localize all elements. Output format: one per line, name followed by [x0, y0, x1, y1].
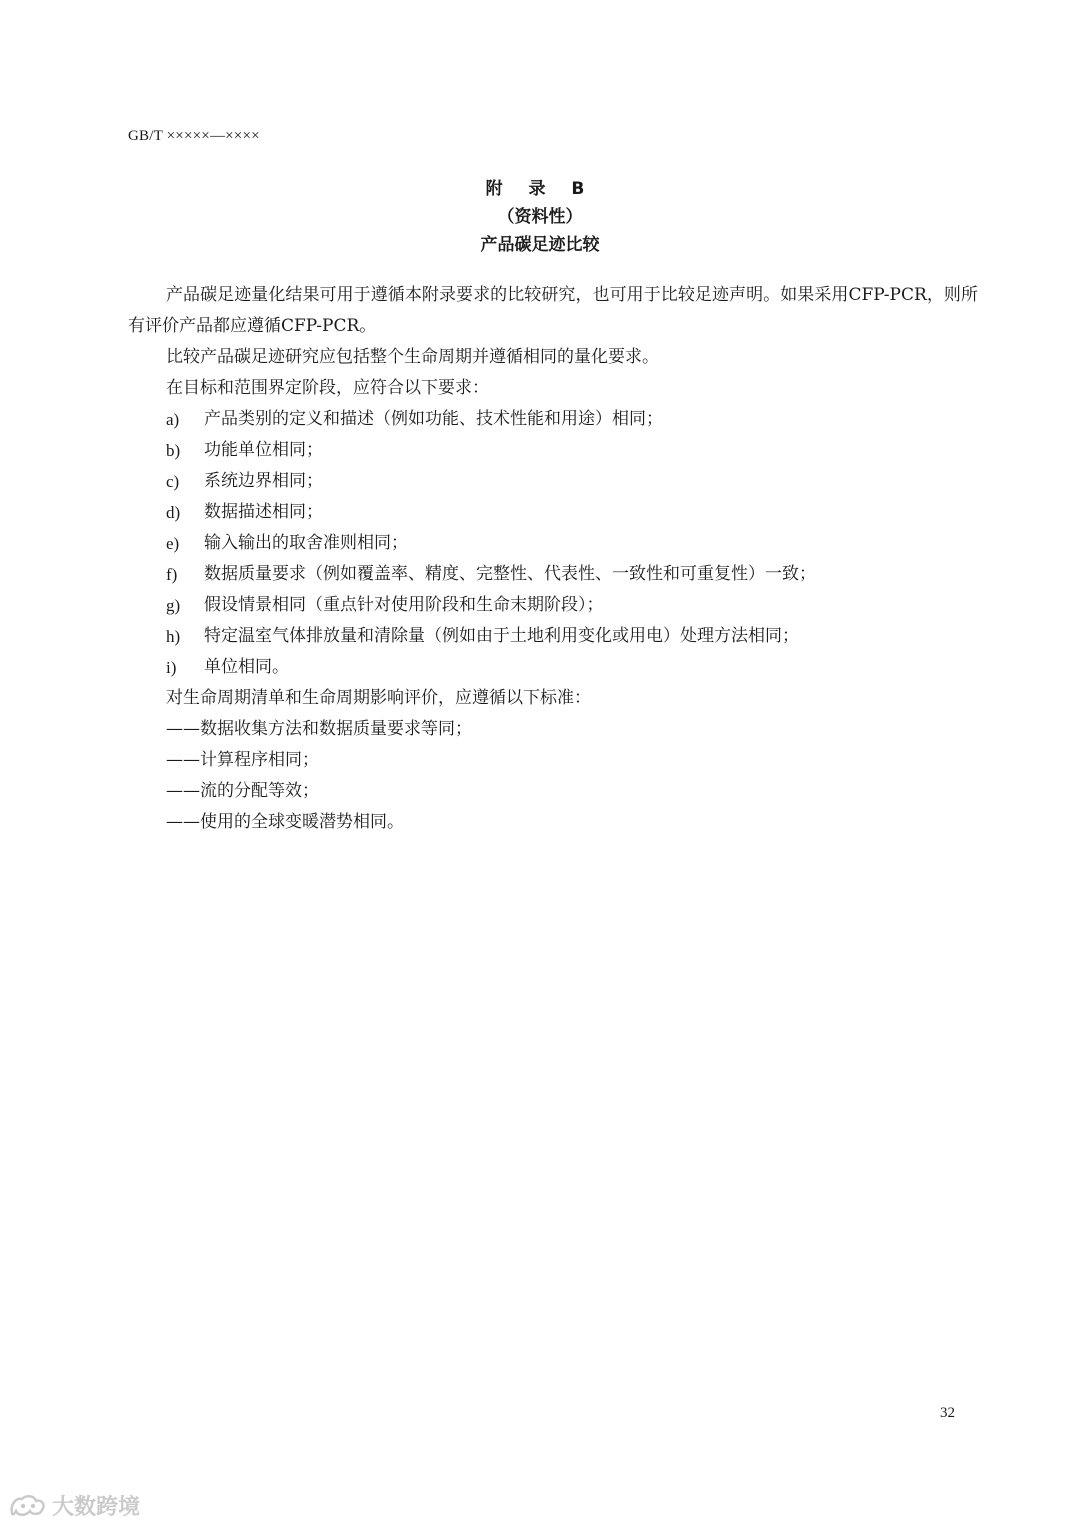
list-marker: e): [166, 534, 180, 553]
appendix-type: （资料性）: [497, 207, 583, 227]
list-text: 假设情景相同（重点针对使用阶段和生命末期阶段）；: [204, 595, 604, 615]
list-item: [128, 435, 978, 466]
standard-code: GB/T ×××××—××××: [128, 128, 260, 144]
list-text: 单位相同。: [204, 657, 289, 677]
paragraph-4: 对生命周期清单和生命周期影响评价，应遵循以下标准：: [166, 688, 591, 708]
dash-list-item: ——计算程序相同；: [166, 750, 319, 770]
list-text: 系统边界相同；: [204, 471, 323, 491]
list-item: [128, 652, 978, 683]
list-item: [128, 528, 978, 559]
page-number: 32: [940, 1405, 955, 1421]
paragraph-2: 比较产品碳足迹研究应包括整个生命周期并遵循相同的量化要求。: [166, 347, 659, 367]
dash-list-item: ——数据收集方法和数据质量要求等同；: [166, 719, 472, 739]
list-marker: h): [166, 627, 181, 646]
list-item: [128, 497, 978, 528]
list-marker: g): [166, 596, 181, 615]
watermark-logo-icon: [8, 1493, 48, 1519]
list-text: 数据描述相同；: [204, 502, 323, 522]
list-text: 特定温室气体排放量和清除量（例如由于土地利用变化或用电）处理方法相同；: [204, 626, 799, 646]
paragraph-1: 产品碳足迹量化结果可用于遵循本附录要求的比较研究，也可用于比较足迹声明。如果采用CFP-PCR，则所有评价产品都应遵循CFP-PCR。: [128, 285, 978, 336]
list-marker: a): [166, 410, 180, 429]
list-item: [128, 621, 978, 652]
list-text: 数据质量要求（例如覆盖率、精度、完整性、代表性、一致性和可重复性）一致；: [204, 564, 816, 584]
list-text: 功能单位相同；: [204, 440, 323, 460]
list-item: [128, 466, 978, 497]
list-marker: b): [166, 441, 181, 460]
standard-list: [128, 714, 978, 838]
list-text: 产品类别的定义和描述（例如功能、技术性能和用途）相同；: [204, 409, 663, 429]
list-text: 输入输出的取舍准则相同；: [204, 533, 408, 553]
watermark: [8, 1490, 140, 1521]
list-marker: f): [166, 565, 178, 584]
list-item: [128, 590, 978, 621]
paragraph-3: 在目标和范围界定阶段，应符合以下要求：: [166, 378, 489, 398]
list-marker: i): [166, 658, 177, 677]
dash-list-item: ——流的分配等效；: [166, 781, 319, 801]
appendix-subject: 产品碳足迹比较: [480, 235, 600, 255]
list-item: [128, 559, 978, 590]
appendix-title: 附 录 B: [485, 179, 595, 199]
list-marker: d): [166, 503, 181, 522]
watermark-text: 大数跨境: [52, 1495, 141, 1520]
list-item: [128, 404, 978, 435]
list-marker: c): [166, 472, 180, 491]
requirement-list: [128, 404, 978, 683]
body-content: [128, 280, 978, 838]
dash-list-item: ——使用的全球变暖潜势相同。: [166, 812, 404, 832]
